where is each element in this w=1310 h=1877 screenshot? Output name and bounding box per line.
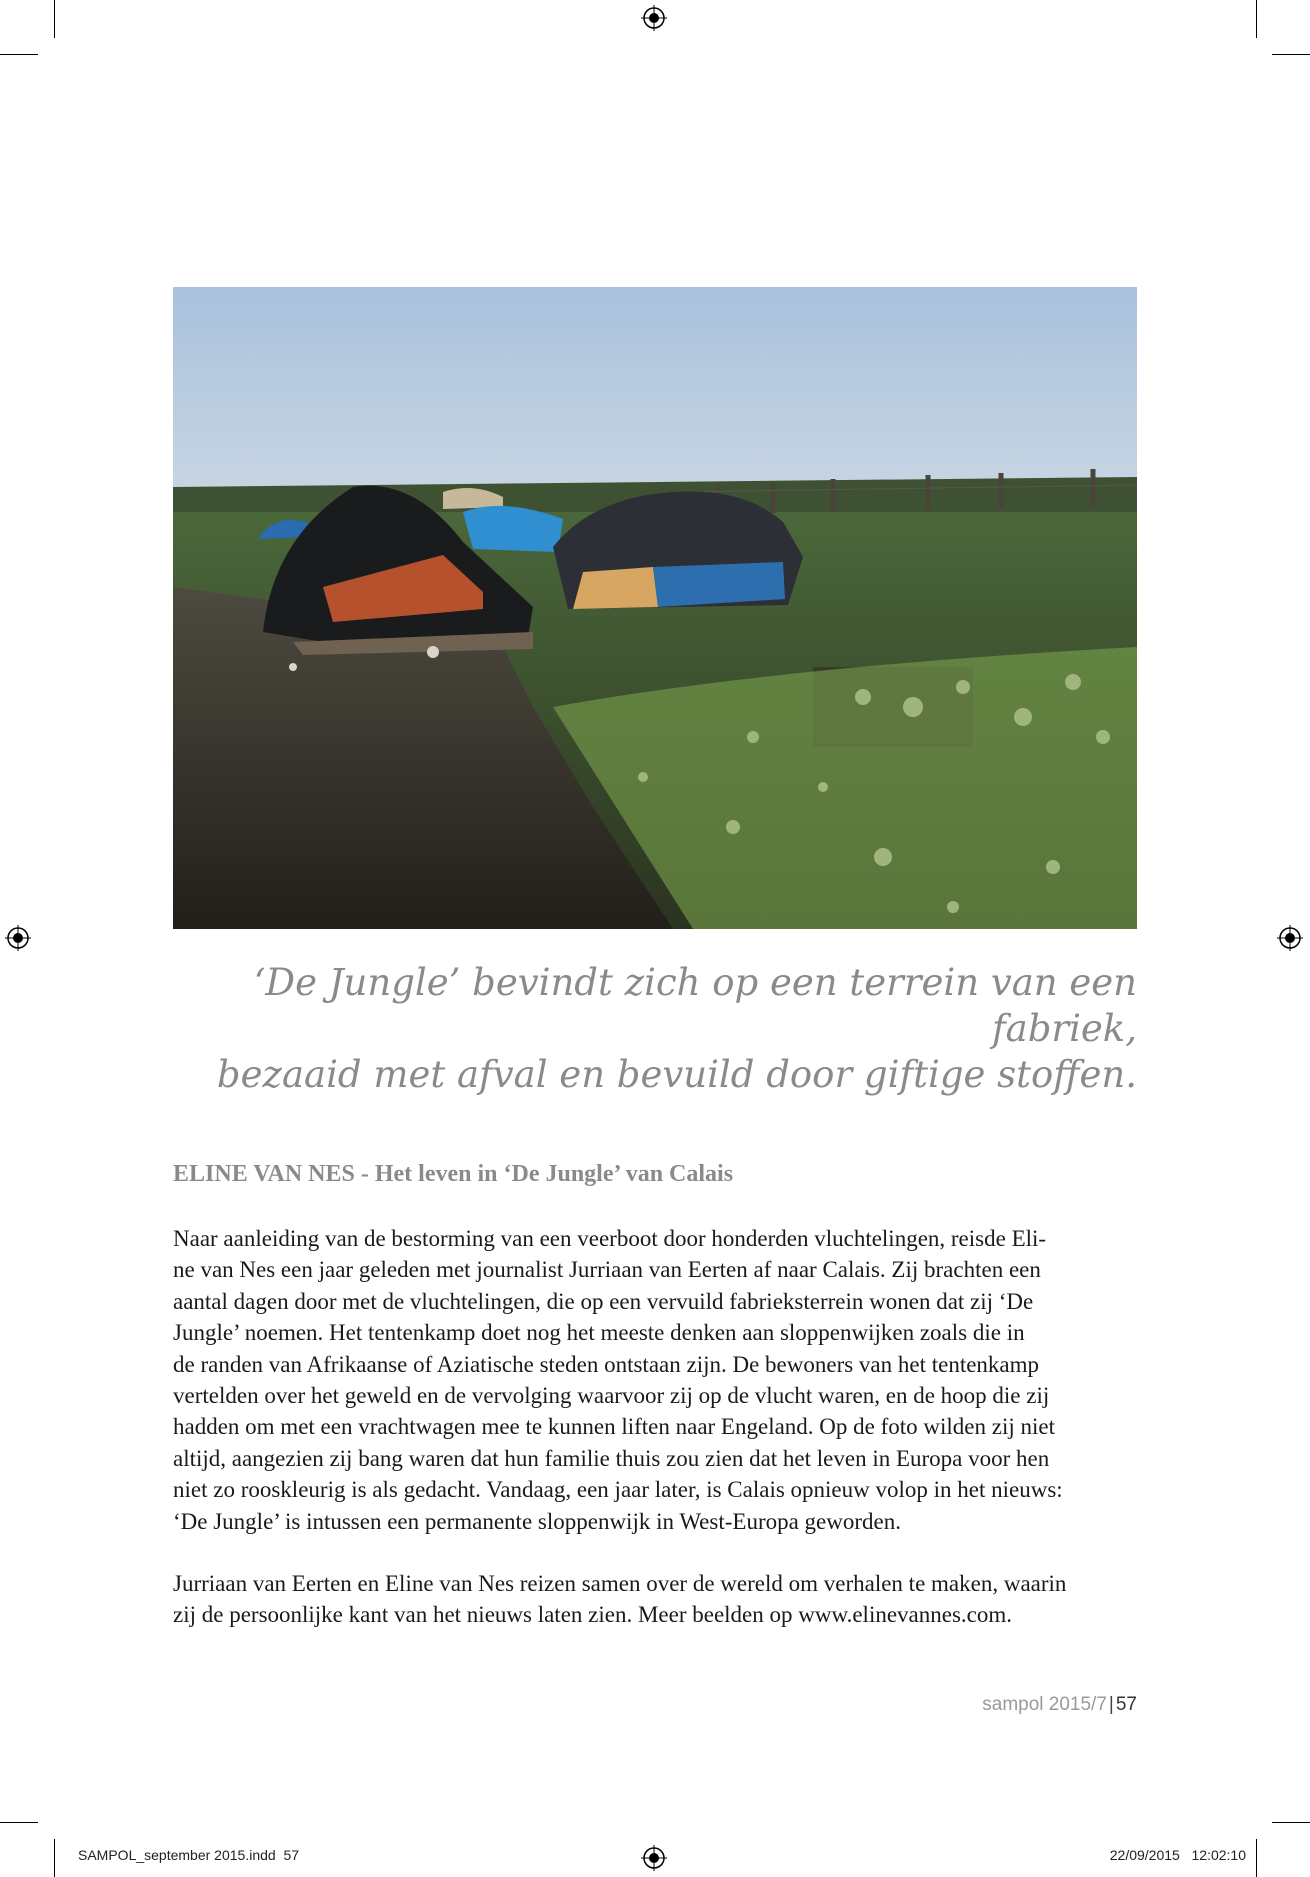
- body-line: ne van Nes een jaar geleden met journalist Jurriaan van Eerten af naar Calais. Zij brachten een: [173, 1257, 1041, 1283]
- slug-time: 12:02:10: [1191, 1847, 1246, 1863]
- body-line: zij de persoonlijke kant van het nieuws laten zien. Meer beelden op www.elinevannes.com.: [173, 1602, 1013, 1628]
- registration-mark-right-icon: [1277, 925, 1303, 951]
- body-line: hadden om met een vrachtwagen mee te kunnen liften naar Engeland. Op de foto wilden zij niet: [173, 1414, 1055, 1440]
- body-line: aantal dagen door met de vluchtelingen, die op een vervuild fabrieksterrein wonen dat zij ‘De: [173, 1288, 1034, 1314]
- crop-mark-bottom-left-horizontal: [0, 1822, 38, 1823]
- pull-quote-line-2: bezaaid met afval en bevuild door giftige stoffen.: [216, 1053, 1137, 1096]
- body-line: de randen van Afrikaanse of Aziatische steden ontstaan zijn. De bewoners van het tentenkamp: [173, 1351, 1040, 1377]
- slug-file: [78, 1847, 299, 1863]
- refugee-camp-photo: [173, 287, 1137, 929]
- slug-filename: SAMPOL_september 2015.indd: [78, 1847, 276, 1863]
- slug-date: 22/09/2015: [1109, 1847, 1180, 1863]
- registration-mark-bottom-icon: [641, 1845, 667, 1871]
- crop-mark-bottom-right-vertical: [1256, 1839, 1257, 1877]
- crop-mark-top-left-horizontal: [0, 54, 38, 55]
- crop-mark-top-right-horizontal: [1272, 54, 1310, 55]
- article-body: [173, 1223, 1137, 1631]
- body-line: Naar aanleiding van de bestorming van een veerboot door honderden vluchtelingen, reisde Eli-: [173, 1226, 1047, 1251]
- slug-timestamp: [1110, 1847, 1246, 1863]
- body-line: altijd, aangezien zij bang waren dat hun familie thuis zou zien dat het leven in Europa voor hen: [173, 1445, 1050, 1471]
- crop-mark-bottom-left-vertical: [54, 1839, 55, 1877]
- crop-mark-bottom-right-horizontal: [1272, 1822, 1310, 1823]
- body-line: Jungle’ noemen. Het tentenkamp doet nog het meeste denken aan sloppenwijken zoals die in: [173, 1320, 1025, 1346]
- folio-publication: sampol 2015/7: [982, 1694, 1107, 1715]
- article-byline: ELINE VAN NES - Het leven in ‘De Jungle’ van Calais: [173, 1161, 734, 1187]
- page-folio: [982, 1694, 1137, 1716]
- paragraph-gap: [173, 1537, 1137, 1568]
- crop-mark-top-right-vertical: [1256, 0, 1257, 38]
- slug-page: 57: [283, 1847, 300, 1863]
- crop-mark-top-left-vertical: [54, 0, 55, 38]
- body-line: ‘De Jungle’ is intussen een permanente sloppenwijk in West-Europa geworden.: [173, 1508, 901, 1534]
- body-line: niet zo rooskleurig is als gedacht. Vandaag, een jaar later, is Calais opnieuw volop in het nieuws:: [173, 1477, 1063, 1503]
- folio-page-number: 57: [1115, 1694, 1137, 1715]
- tent-camp-illustration: [173, 287, 1137, 929]
- registration-mark-top-icon: [641, 5, 667, 31]
- pull-quote: [173, 960, 1137, 1098]
- body-line: vertelden over het geweld en de vervolging waarvoor zij op de vlucht waren, en de hoop die zij: [173, 1383, 1050, 1409]
- body-line: Jurriaan van Eerten en Eline van Nes reizen samen over de wereld om verhalen te maken, waarin: [173, 1571, 1067, 1597]
- registration-mark-left-icon: [5, 925, 31, 951]
- folio-separator: |: [1108, 1694, 1114, 1715]
- pull-quote-line-1: ‘De Jungle’ bevindt zich op een terrein van een fabriek,: [253, 961, 1137, 1050]
